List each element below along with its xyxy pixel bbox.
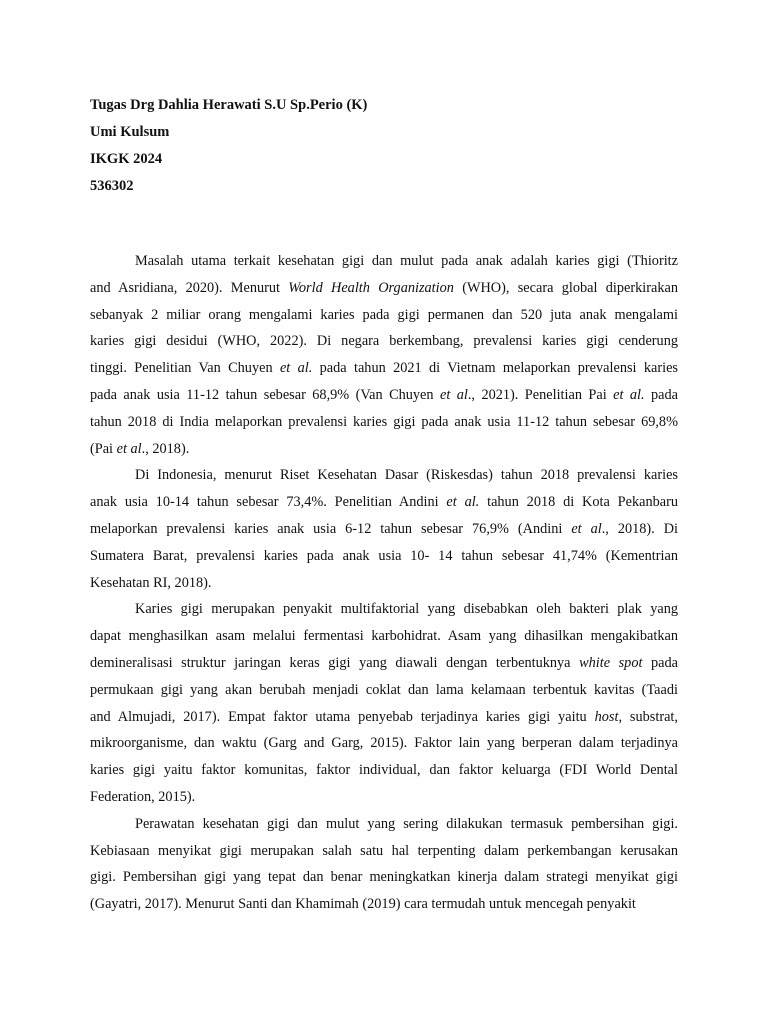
text-line [90,382,678,409]
text-line [90,436,678,463]
text-segment: pada tahun 2021 di Vietnam melaporkan prevalensi karies [312,360,678,377]
text-segment: ., 2018). [141,440,190,457]
text-line [90,891,678,918]
italic-text: et al. [446,494,480,511]
text-segment: Perawatan kesehatan gigi dan mulut yang sering dilakukan termasuk pembersihan gigi. [135,815,678,832]
italic-text: et al [116,440,142,457]
text-line [90,355,678,382]
italic-text: et al. [613,386,645,403]
text-segment: and Almujadi, 2017). Empat faktor utama penyebab terjadinya karies gigi yaitu [90,708,595,725]
text-segment: and Asridiana, 2020). Menurut [90,279,289,296]
text-line [90,543,678,570]
text-segment: Masalah utama terkait kesehatan gigi dan mulut pada anak adalah karies gigi (Thioritz [135,253,678,269]
text-segment: sebanyak 2 miliar orang mengalami karies pada gigi permanen dan 520 juta anak mengalami [90,306,678,323]
text-line [90,275,678,302]
student-name: Umi Kulsum [90,124,170,140]
paragraph [90,462,678,596]
text-segment: mikroorganisme, dan waktu (Garg and Garg, 2015). Faktor lain yang berperan dalam terjadinya [90,735,678,752]
text-segment: pada [642,654,679,671]
text-segment: (Pai [90,440,117,457]
text-segment: tahun 2018 di India melaporkan prevalensi karies gigi pada anak usia 11-12 tahun sebesar 69,8% [90,413,678,430]
text-line [90,730,678,757]
text-segment: pada [644,386,679,403]
text-line [90,328,678,355]
text-line [90,516,678,543]
text-segment: pada anak usia 11-12 tahun sebesar 68,9% (Van Chuyen [90,386,440,403]
italic-text: et al [571,520,602,537]
paragraph [90,248,678,462]
text-line [90,677,678,704]
text-line [90,704,678,731]
paragraph [90,596,678,810]
text-segment: melaporkan prevalensi karies anak usia 6-12 tahun sebesar 76,9% (Andini [90,520,572,537]
assignment-title: Tugas Drg Dahlia Herawati S.U Sp.Perio (K) [90,97,368,113]
italic-text: host [594,708,619,725]
class-name: IKGK 2024 [90,151,163,167]
text-line [90,409,678,436]
italic-text: et al. [279,360,313,377]
text-line [90,462,678,489]
text-segment: Sumatera Barat, prevalensi karies pada anak usia 10- 14 tahun sebesar 41,74% (Kementrian [90,547,678,564]
text-segment: tahun 2018 di Kota Pekanbaru [479,494,679,511]
text-segment: permukaan gigi yang akan berubah menjadi coklat dan lama kelamaan terbentuk kavitas (Taadi [90,681,678,698]
text-segment: anak usia 10-14 tahun sebesar 73,4%. Penelitian Andini [90,494,447,511]
text-line [90,248,678,275]
text-segment: karies gigi desidui (WHO, 2022). Di negara berkembang, prevalensi karies gigi cenderung [90,333,678,350]
text-segment: karies gigi yaitu faktor komunitas, faktor individual, dan faktor keluarga (FDI World Dental [90,762,678,779]
text-segment: Kebiasaan menyikat gigi merupakan salah satu hal terpenting dalam perkembangan kerusakan [90,842,678,859]
text-segment: Kesehatan RI, 2018). [90,574,212,591]
document-header [90,92,690,200]
document-body [90,248,678,918]
text-line [90,838,678,865]
text-segment: gigi. Pembersihan gigi yang tepat dan benar meningkatkan kinerja dalam strategi menyikat gigi [90,869,678,886]
text-segment: demineralisasi struktur jaringan keras gigi yang diawali dengan terbentuknya [90,654,580,671]
text-line [90,596,678,623]
text-segment: Karies gigi merupakan penyakit multifaktorial yang disebabkan oleh bakteri plak yang [135,601,678,618]
text-segment: ., 2018). Di [601,520,678,537]
text-segment: tinggi. Penelitian Van Chuyen [90,360,280,377]
text-segment: (Gayatri, 2017). Menurut Santi dan Khamimah (2019) cara termudah untuk mencegah penyakit [90,896,636,913]
text-segment: ., 2021). Penelitian Pai [467,386,614,403]
italic-text: et al [439,386,468,403]
text-segment: dapat menghasilkan asam melalui fermentasi karbohidrat. Asam yang dihasilkan mengakibatkan [90,628,678,645]
text-segment: , substrat, [618,708,678,725]
text-line [90,784,678,811]
text-line [90,302,678,329]
student-id: 536302 [90,178,134,194]
text-segment: (WHO), secara global diperkirakan [453,279,678,296]
text-line [90,811,678,838]
text-line [90,489,678,516]
italic-text: white spot [579,654,643,671]
text-segment: Federation, 2015). [90,788,196,805]
text-line [90,623,678,650]
text-segment: Di Indonesia, menurut Riset Kesehatan Dasar (Riskesdas) tahun 2018 prevalensi karies [135,467,678,484]
text-line [90,757,678,784]
text-line [90,864,678,891]
text-line [90,570,678,597]
paragraph [90,811,678,918]
italic-text: World Health Organization [288,279,454,296]
text-line [90,650,678,677]
